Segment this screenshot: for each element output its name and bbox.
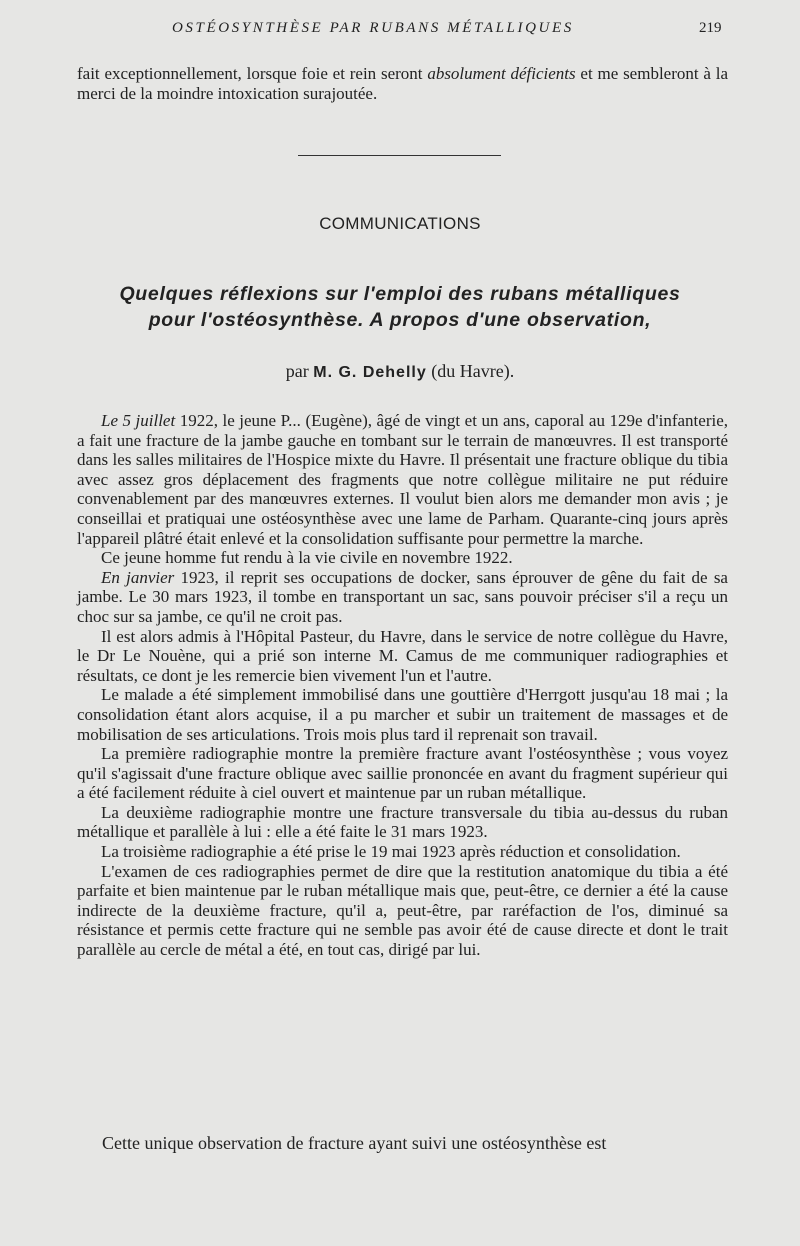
paragraph-4: Il est alors admis à l'Hôpital Pasteur, du Havre, dans le service de notre collègue du Havre, le Dr Le Nouène, qui a prié son interne M. Camus de me communiquer radiographies et résultats, ce dont je les remercie bien vivement l'un et l'autre. [77, 626, 728, 685]
byline [0, 361, 800, 382]
paragraph-2: Ce jeune homme fut rendu à la vie civile en novembre 1922. [101, 548, 513, 568]
section-divider [298, 155, 501, 156]
author-name: M. G. Dehelly [313, 364, 427, 381]
paragraph-7: La deuxième radiographie montre une fracture transversale du tibia au-dessus du ruban métallique et parallèle à lui : elle a été faite le 31 mars 1923. [77, 802, 728, 842]
paragraph-5: Le malade a été simplement immobilisé dans une gouttière d'Herrgott jusqu'au 18 mai ; la consolidation étant alors acquise, il a pu marcher et subir un traitement de massages et de mobilisation de ses articulations. Trois mois plus tard il reprenait son travail. [77, 685, 728, 744]
article-title-line-2: pour l'ostéosynthèse. A propos d'une observation, [148, 309, 652, 331]
byline-suffix: (du Havre). [431, 361, 515, 381]
byline-prefix: par [285, 361, 309, 381]
paragraph-1-text: 1922, le jeune P... (Eugène), âgé de vingt et un ans, caporal au 129e d'infanterie, a fait une fracture de la jambe gauche en tombant sur le terrain de manœuvres. Il est transporté dans les salles militaires de l'Hospice mixte du Havre. Il présentait une fracture oblique du tibia avec assez gros déplacement des fragments que notre collègue militaire ne put réduire convenablement par des manœuvres externes. Il voulut bien alors me demander mon avis ; je conseillai et pratiquai une ostéosynthèse avec une lame de Parham. Quarante-cinq jours après l'appareil plâtré était enlevé et la consolidation suffisante pour permettre la marche. [77, 411, 728, 548]
paragraph-6: La première radiographie montre la première fracture avant l'ostéosynthèse ; vous voyez qu'il s'agissait d'une fracture oblique avec saillie prononcée en avant du fragment supérieur qui a été facilement réduite à ciel ouvert et maintenue par un ruban métallique. [77, 744, 728, 803]
intro-text-after: et me sembleront à la merci de la moindre intoxication surajoutée. [77, 64, 729, 103]
article-title-line-1: Quelques réflexions sur l'emploi des rubans métalliques [119, 283, 681, 305]
paragraph-10: Cette unique observation de fracture ayant suivi une ostéosynthèse est [102, 1133, 607, 1153]
article-title [0, 281, 800, 333]
section-title: COMMUNICATIONS [319, 214, 481, 233]
paragraph-3 [77, 568, 728, 627]
intro-paragraph [77, 64, 728, 103]
paragraph-1-lead: Le 5 juillet [101, 411, 176, 430]
paragraph-8: La troisième radiographie a été prise le 19 mai 1923 après réduction et consolidation. [101, 842, 681, 862]
paragraph-3-lead: En janvier [101, 567, 175, 587]
intro-emphasis: absolument déficients [427, 64, 576, 83]
running-title: OSTÉOSYNTHÈSE PAR RUBANS MÉTALLIQUES [172, 20, 574, 36]
page-header [0, 20, 800, 44]
article-body [77, 411, 728, 960]
paragraph-3-text: 1923, il reprit ses occupations de docker, sans éprouver de gêne du fait de sa jambe. Le 30 mars 1923, il tombe en transportant un sac, sans pouvoir préciser s'il a reçu un choc sur sa jambe, ce qu'il ne croit pas. [77, 567, 728, 626]
page-number: 219 [699, 20, 722, 36]
paragraph-9: L'examen de ces radiographies permet de dire que la restitution anatomique du tibia a été parfaite et bien maintenue par le ruban métallique mais que, peut-être, ce dernier a été la cause indirecte de la deuxième fracture, qu'il a, peut-être, par raréfaction de l'os, diminué sa résistance et permis cette fracture qui ne semble pas avoir été de cause directe et dont le trait parallèle au cercle de métal a été, en tout cas, dirigé par lui. [77, 861, 728, 960]
paragraph-1 [77, 411, 728, 548]
intro-text-before: fait exceptionnellement, lorsque foie et rein seront [77, 64, 428, 83]
